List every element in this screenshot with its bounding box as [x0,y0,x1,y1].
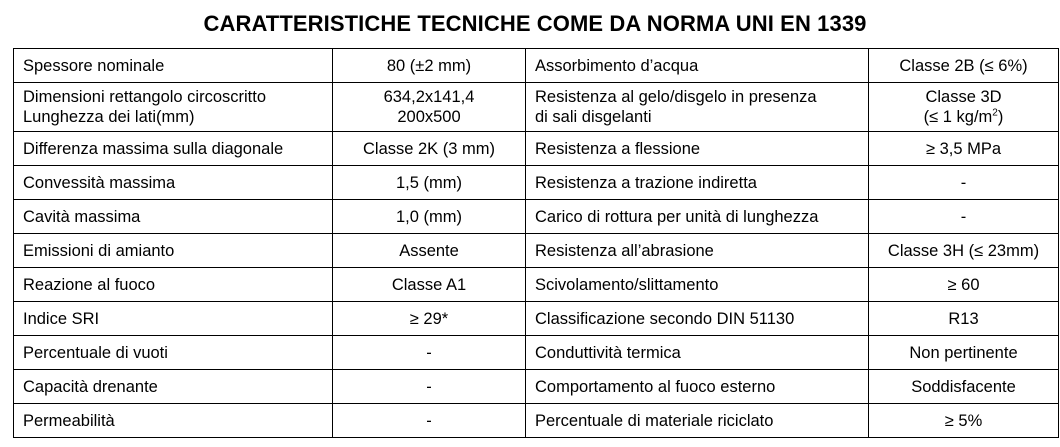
spec-label: Conduttività termica [526,336,869,370]
spec-value: - [333,336,526,370]
spec-value: 1,0 (mm) [333,200,526,234]
spec-value: 80 (±2 mm) [333,49,526,83]
spec-label: Indice SRI [14,302,333,336]
specs-table [13,48,1059,438]
spec-label: Differenza massima sulla diagonale [14,132,333,166]
spec-value: ≥ 3,5 MPa [869,132,1059,166]
spec-label: Permeabilità [14,404,333,438]
spec-label: Classificazione secondo DIN 51130 [526,302,869,336]
table-row [14,49,1059,83]
spec-label-line: Lunghezza dei lati(mm) [23,108,195,126]
spec-value-part: (≤ 1 kg/m [923,108,993,126]
table-row [14,302,1059,336]
spec-value: ≥ 5% [869,404,1059,438]
table-row [14,234,1059,268]
spec-label: Carico di rottura per unità di lunghezza [526,200,869,234]
spec-value-line: 200x500 [397,108,461,126]
spec-label: Capacità drenante [14,370,333,404]
spec-value: - [333,404,526,438]
spec-label: Scivolamento/slittamento [526,268,869,302]
spec-value-line: Classe 3D [925,88,1002,106]
spec-value [333,83,526,132]
table-row [14,166,1059,200]
spec-label-line: Dimensioni rettangolo circoscritto [23,88,267,106]
table-row [14,370,1059,404]
spec-label: Cavità massima [14,200,333,234]
spec-label: Spessore nominale [14,49,333,83]
spec-value: - [869,166,1059,200]
spec-value: ≥ 29* [333,302,526,336]
spec-label: Convessità massima [14,166,333,200]
superscript: 2 [992,107,998,119]
spec-value: ≥ 60 [869,268,1059,302]
spec-label [14,83,333,132]
spec-label: Resistenza all’abrasione [526,234,869,268]
spec-label: Resistenza a trazione indiretta [526,166,869,200]
spec-label-line: di sali disgelanti [535,108,652,126]
table-row [14,83,1059,132]
page-title: CARATTERISTICHE TECNICHE COME DA NORMA UNI EN 1339 [203,11,867,36]
spec-label-line: Resistenza al gelo/disgelo in presenza [535,88,817,106]
spec-label: Resistenza a flessione [526,132,869,166]
spec-value-line: 634,2x141,4 [383,88,475,106]
table-row [14,200,1059,234]
spec-value-part: ) [997,108,1004,126]
table-row [14,404,1059,438]
table-row [14,132,1059,166]
spec-value: - [869,200,1059,234]
spec-label: Percentuale di materiale riciclato [526,404,869,438]
spec-label: Comportamento al fuoco esterno [526,370,869,404]
spec-label: Reazione al fuoco [14,268,333,302]
spec-value: Non pertinente [869,336,1059,370]
spec-label: Emissioni di amianto [14,234,333,268]
spec-label: Percentuale di vuoti [14,336,333,370]
spec-value: R13 [869,302,1059,336]
spec-value: Assente [333,234,526,268]
spec-value: Classe A1 [333,268,526,302]
spec-value-line [878,107,1049,127]
table-row [14,336,1059,370]
spec-value: Classe 2K (3 mm) [333,132,526,166]
spec-value: Classe 3H (≤ 23mm) [869,234,1059,268]
spec-value: Soddisfacente [869,370,1059,404]
spec-label [526,83,869,132]
spec-label: Assorbimento d’acqua [526,49,869,83]
spec-value: Classe 2B (≤ 6%) [869,49,1059,83]
spec-value: 1,5 (mm) [333,166,526,200]
table-row [14,268,1059,302]
spec-value: - [333,370,526,404]
spec-value [869,83,1059,132]
